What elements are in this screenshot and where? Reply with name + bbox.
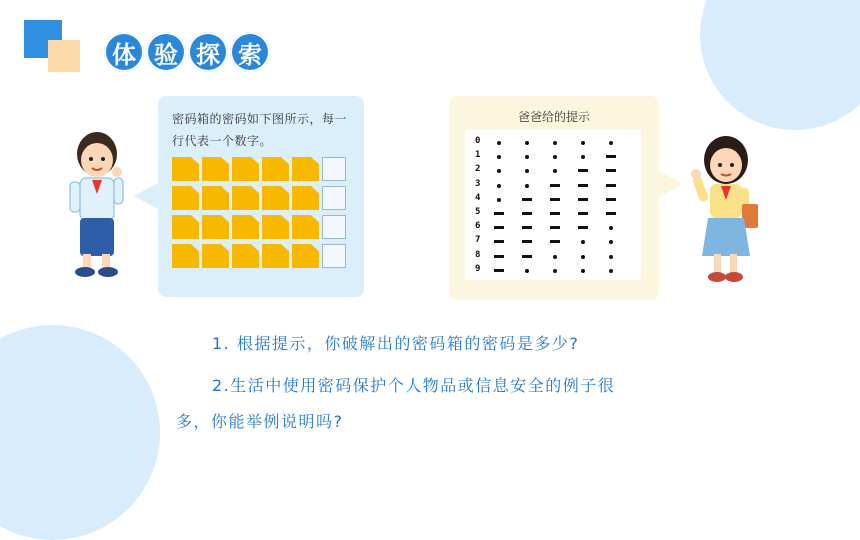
password-cell-empty (322, 244, 346, 268)
hint-digit: 4 (475, 192, 481, 203)
password-cell (232, 215, 259, 239)
password-cell (292, 244, 319, 268)
hint-digit: 1 (475, 150, 481, 161)
hint-dash (522, 240, 532, 243)
hint-dash (494, 212, 504, 215)
hint-dot (525, 184, 529, 188)
hint-dash (494, 269, 504, 272)
password-cell (292, 157, 319, 181)
password-cell (262, 244, 289, 268)
hint-digit: 2 (475, 164, 481, 175)
hint-dot (525, 155, 529, 159)
password-cell (172, 215, 199, 239)
hint-row (465, 179, 641, 193)
hint-dot (525, 269, 529, 273)
hint-dash (606, 184, 616, 187)
password-row (172, 157, 346, 181)
decor-circle-bottom-left (0, 325, 160, 540)
password-cell (172, 157, 199, 181)
hint-row (465, 207, 641, 221)
hint-dot (553, 269, 557, 273)
hint-dash (550, 226, 560, 229)
title-char: 探 (188, 32, 228, 72)
hint-dot (581, 269, 585, 273)
password-row (172, 244, 346, 268)
password-cell (262, 186, 289, 210)
left-panel-tail (134, 182, 160, 210)
hint-dot (497, 184, 501, 188)
hint-dot (609, 226, 613, 230)
hint-dash (522, 198, 532, 201)
hint-dash (578, 212, 588, 215)
hint-dot (525, 141, 529, 145)
hint-dot (553, 155, 557, 159)
hint-dot (609, 240, 613, 244)
hint-dash (606, 198, 616, 201)
password-grid (172, 157, 346, 273)
hint-row (465, 150, 641, 164)
hint-dash (522, 226, 532, 229)
hint-dash (606, 212, 616, 215)
password-cell (202, 157, 229, 181)
hint-dot (581, 255, 585, 259)
title-char: 验 (146, 32, 186, 72)
password-row (172, 215, 346, 239)
hint-dash (550, 212, 560, 215)
hint-row (465, 235, 641, 249)
hint-row (465, 221, 641, 235)
hint-dot (553, 141, 557, 145)
hint-row (465, 164, 641, 178)
password-cell (202, 186, 229, 210)
hint-dash (522, 255, 532, 258)
hint-digit: 0 (475, 136, 481, 146)
hint-table (465, 130, 641, 280)
hint-digit: 6 (475, 221, 481, 232)
hint-digit: 3 (475, 178, 481, 189)
hint-dot (497, 169, 501, 173)
password-cell (262, 157, 289, 181)
decor-square-peach (48, 40, 80, 72)
hint-dash (578, 198, 588, 201)
hint-dash (578, 184, 588, 187)
hint-digit: 8 (475, 249, 481, 260)
password-cell (202, 215, 229, 239)
hint-dot (525, 169, 529, 173)
hint-dot (553, 169, 557, 173)
password-cell-empty (322, 186, 346, 210)
password-cell (172, 186, 199, 210)
hint-row (465, 136, 641, 150)
hint-dot (581, 141, 585, 145)
hint-dot (497, 141, 501, 145)
hint-dash (494, 255, 504, 258)
password-cell (172, 244, 199, 268)
password-row (172, 186, 346, 210)
hint-dot (497, 198, 501, 202)
decor-circle-top-right (700, 0, 860, 130)
hint-digit: 5 (475, 207, 481, 217)
password-cell-empty (322, 215, 346, 239)
question-2-line-2: 多，你能举例说明吗? (176, 412, 344, 431)
hint-row (465, 193, 641, 207)
hint-dot (497, 155, 501, 159)
section-title (104, 32, 270, 72)
hint-dash (522, 212, 532, 215)
password-cell (232, 186, 259, 210)
boy-illustration-icon (62, 128, 132, 288)
hint-row (465, 264, 641, 278)
hint-dot (609, 141, 613, 145)
hint-dash (494, 240, 504, 243)
right-panel-tail (657, 170, 683, 198)
hint-dash (606, 169, 616, 172)
question-1: 1. 根据提示，你破解出的密码箱的密码是多少? (212, 334, 580, 353)
password-cell-empty (322, 157, 346, 181)
title-char: 体 (104, 32, 144, 72)
hint-dash (550, 198, 560, 201)
hint-row (465, 250, 641, 264)
password-cell (292, 186, 319, 210)
hint-dot (553, 255, 557, 259)
password-cell (202, 244, 229, 268)
girl-illustration-icon (690, 132, 770, 292)
password-cell (262, 215, 289, 239)
hint-dot (609, 269, 613, 273)
title-char: 索 (230, 32, 270, 72)
hint-dash (578, 226, 588, 229)
hint-dash (550, 240, 560, 243)
hint-dash (578, 169, 588, 172)
password-cell (232, 244, 259, 268)
hint-dot (581, 155, 585, 159)
hint-title: 爸爸给的提示 (517, 110, 590, 124)
hint-dash (606, 155, 616, 158)
question-2-line-1: 2.生活中使用密码保护个人物品或信息安全的例子很 (212, 376, 616, 395)
hint-dash (494, 226, 504, 229)
hint-digit: 9 (475, 263, 481, 274)
password-cell (232, 157, 259, 181)
hint-digit: 7 (475, 235, 481, 246)
hint-dash (550, 184, 560, 187)
hint-dot (609, 255, 613, 259)
password-cell (292, 215, 319, 239)
hint-dot (581, 240, 585, 244)
password-box-description: 密码箱的密码如下图所示，每一行代表一个数字。 (172, 112, 348, 148)
